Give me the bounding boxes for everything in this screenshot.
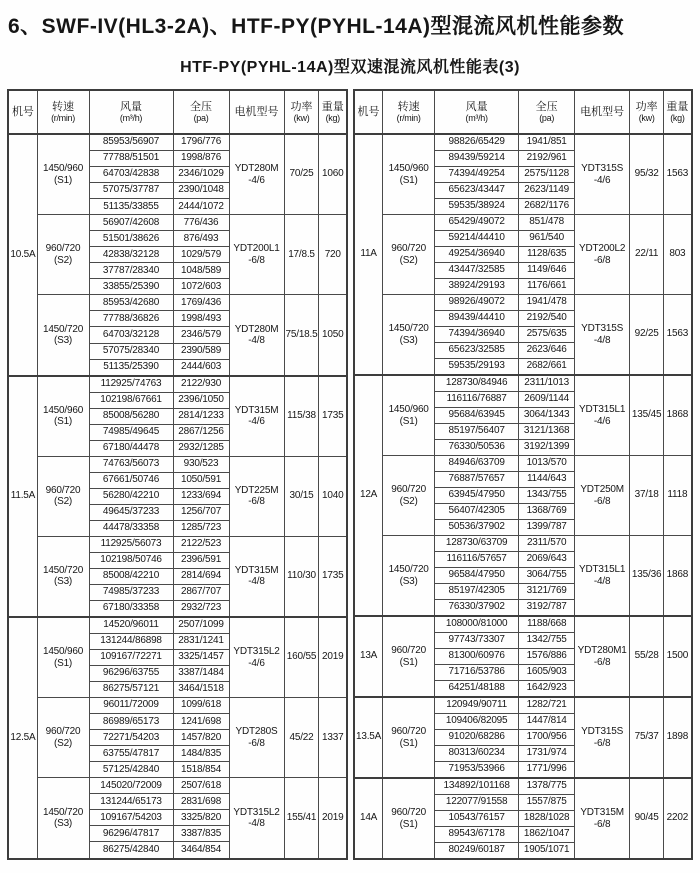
pressure-cell: 961/540: [519, 231, 575, 247]
performance-table-right: [353, 89, 693, 860]
pressure-cell: 2346/579: [173, 327, 229, 343]
flow-cell: 77788/36826: [89, 311, 173, 327]
flow-cell: 71716/53786: [435, 665, 519, 681]
pressure-cell: 1862/1047: [519, 827, 575, 843]
col-header-flow: 风量 (m³/h): [435, 90, 519, 134]
power-cell: 70/25: [284, 134, 319, 215]
motor-model-cell: YDT315L2 -4/8: [229, 778, 284, 859]
pressure-cell: 3387/835: [173, 826, 229, 842]
speed-cell: 1450/960 (S1): [37, 617, 89, 698]
motor-model-cell: YDT315S -4/6: [575, 134, 630, 215]
flow-cell: 108000/81000: [435, 616, 519, 633]
pressure-cell: 2192/540: [519, 311, 575, 327]
power-cell: 55/28: [630, 616, 664, 697]
pressure-cell: 1828/1028: [519, 811, 575, 827]
pressure-cell: 2831/698: [173, 794, 229, 810]
col-header-speed: 转速 (r/min): [383, 90, 435, 134]
pressure-cell: 1048/589: [173, 263, 229, 279]
speed-cell: 1450/960 (S1): [383, 375, 435, 456]
model-cell: 13A: [354, 616, 383, 697]
model-cell: 11.5A: [8, 376, 37, 617]
col-header-model: 机号: [8, 90, 37, 134]
pressure-cell: 1285/723: [173, 520, 229, 536]
pressure-cell: 1905/1071: [519, 843, 575, 860]
col-header-flow: 风量 (m³/h): [89, 90, 173, 134]
flow-cell: 96011/72009: [89, 698, 173, 714]
speed-cell: 1450/960 (S1): [37, 134, 89, 215]
table-row: [354, 134, 692, 151]
pressure-cell: 1013/570: [519, 456, 575, 472]
pressure-cell: 1128/635: [519, 247, 575, 263]
pressure-cell: 876/493: [173, 231, 229, 247]
pressure-cell: 1256/707: [173, 504, 229, 520]
flow-cell: 91020/68286: [435, 730, 519, 746]
speed-cell: 960/720 (S2): [37, 215, 89, 295]
table-row: [354, 616, 692, 633]
flow-cell: 80313/60234: [435, 746, 519, 762]
table-row: [354, 295, 692, 311]
weight-cell: 1040: [319, 456, 347, 536]
flow-cell: 74763/56073: [89, 456, 173, 472]
flow-cell: 49645/37233: [89, 504, 173, 520]
speed-cell: 960/720 (S2): [37, 698, 89, 778]
flow-cell: 85197/56407: [435, 424, 519, 440]
pressure-cell: 2575/635: [519, 327, 575, 343]
speed-cell: 960/720 (S1): [383, 616, 435, 697]
motor-model-cell: YDT315S -6/8: [575, 697, 630, 778]
model-cell: 13.5A: [354, 697, 383, 778]
pressure-cell: 3464/1518: [173, 682, 229, 698]
weight-cell: 1500: [664, 616, 692, 697]
flow-cell: 65623/43447: [435, 183, 519, 199]
pressure-cell: 1029/579: [173, 247, 229, 263]
power-cell: 22/11: [630, 215, 664, 295]
pressure-cell: 2507/1099: [173, 617, 229, 634]
flow-cell: 67180/44478: [89, 440, 173, 456]
flow-cell: 80249/60187: [435, 843, 519, 860]
col-header-motor: 电机型号: [229, 90, 284, 134]
table-subtitle: HTF-PY(PYHL-14A)型双速混流风机性能表(3): [180, 59, 520, 76]
pressure-cell: 3325/820: [173, 810, 229, 826]
power-cell: 155/41: [284, 778, 319, 859]
pressure-cell: 1399/787: [519, 520, 575, 536]
pressure-cell: 2623/1149: [519, 183, 575, 199]
pressure-cell: 2814/694: [173, 568, 229, 584]
table-row: [354, 536, 692, 552]
pressure-cell: 930/523: [173, 456, 229, 472]
weight-cell: 720: [319, 215, 347, 295]
flow-cell: 109167/72271: [89, 650, 173, 666]
flow-cell: 56280/42210: [89, 488, 173, 504]
col-header-pressure: 全压 (pa): [519, 90, 575, 134]
table-row: [8, 295, 347, 311]
col-header-weight: 重量 (kg): [319, 90, 347, 134]
weight-cell: 1118: [664, 456, 692, 536]
speed-cell: 960/720 (S2): [37, 456, 89, 536]
flow-cell: 76330/37902: [435, 600, 519, 617]
pressure-cell: 851/478: [519, 215, 575, 231]
col-header-power: 功率 (kw): [284, 90, 319, 134]
pressure-cell: 1233/694: [173, 488, 229, 504]
motor-model-cell: YDT250M -6/8: [575, 456, 630, 536]
weight-cell: 1868: [664, 375, 692, 456]
pressure-cell: 1457/820: [173, 730, 229, 746]
pressure-cell: 1050/591: [173, 472, 229, 488]
flow-cell: 76887/57657: [435, 472, 519, 488]
flow-cell: 64703/42838: [89, 167, 173, 183]
power-cell: 115/38: [284, 376, 319, 457]
flow-cell: 112925/74763: [89, 376, 173, 393]
speed-cell: 960/720 (S1): [383, 778, 435, 859]
flow-cell: 76330/50536: [435, 440, 519, 456]
pressure-cell: 1642/923: [519, 681, 575, 698]
flow-cell: 74394/49254: [435, 167, 519, 183]
pressure-cell: 2069/643: [519, 552, 575, 568]
pressure-cell: 1796/776: [173, 134, 229, 151]
pressure-cell: 2867/707: [173, 584, 229, 600]
table-row: [8, 456, 347, 472]
pressure-cell: 3192/1399: [519, 440, 575, 456]
pressure-cell: 1484/835: [173, 746, 229, 762]
weight-cell: 2202: [664, 778, 692, 859]
pressure-cell: 3387/1484: [173, 666, 229, 682]
flow-cell: 57075/37787: [89, 183, 173, 199]
pressure-cell: 2814/1233: [173, 408, 229, 424]
table-header-row: [8, 90, 347, 134]
flow-cell: 64703/32128: [89, 327, 173, 343]
table-row: [354, 456, 692, 472]
flow-cell: 81300/60976: [435, 649, 519, 665]
flow-cell: 77788/51501: [89, 151, 173, 167]
model-cell: 10.5A: [8, 134, 37, 375]
pressure-cell: 2444/1072: [173, 199, 229, 215]
flow-cell: 84946/63709: [435, 456, 519, 472]
flow-cell: 74394/36940: [435, 327, 519, 343]
flow-cell: 56907/42608: [89, 215, 173, 231]
pressure-cell: 3192/787: [519, 600, 575, 617]
pressure-cell: 2346/1029: [173, 167, 229, 183]
table-row: [8, 617, 347, 634]
pressure-cell: 1342/755: [519, 633, 575, 649]
power-cell: 110/30: [284, 536, 319, 617]
speed-cell: 1450/960 (S1): [383, 134, 435, 215]
table-row: [8, 376, 347, 393]
flow-cell: 128730/84946: [435, 375, 519, 392]
flow-cell: 85008/42210: [89, 568, 173, 584]
pressure-cell: 2831/1241: [173, 634, 229, 650]
pressure-cell: 1282/721: [519, 697, 575, 714]
power-cell: 30/15: [284, 456, 319, 536]
speed-cell: 1450/720 (S3): [37, 778, 89, 859]
table-header-row: [354, 90, 692, 134]
col-header-model: 机号: [354, 90, 383, 134]
pressure-cell: 3325/1457: [173, 650, 229, 666]
pressure-cell: 1176/661: [519, 279, 575, 295]
flow-cell: 89439/59214: [435, 151, 519, 167]
col-header-motor: 电机型号: [575, 90, 630, 134]
pressure-cell: 1368/769: [519, 504, 575, 520]
pressure-cell: 3121/769: [519, 584, 575, 600]
weight-cell: 1735: [319, 536, 347, 617]
speed-cell: 1450/720 (S3): [37, 536, 89, 617]
flow-cell: 63755/47817: [89, 746, 173, 762]
flow-cell: 10543/76157: [435, 811, 519, 827]
motor-model-cell: YDT200L1 -6/8: [229, 215, 284, 295]
pressure-cell: 2867/1256: [173, 424, 229, 440]
weight-cell: 1868: [664, 536, 692, 617]
pressure-cell: 1188/668: [519, 616, 575, 633]
motor-model-cell: YDT280M -4/8: [229, 295, 284, 376]
power-cell: 17/8.5: [284, 215, 319, 295]
flow-cell: 145020/72009: [89, 778, 173, 794]
pressure-cell: 2575/1128: [519, 167, 575, 183]
flow-cell: 97743/73307: [435, 633, 519, 649]
flow-cell: 122077/91558: [435, 795, 519, 811]
flow-cell: 102198/50746: [89, 552, 173, 568]
motor-model-cell: YDT200L2 -6/8: [575, 215, 630, 295]
pressure-cell: 1998/876: [173, 151, 229, 167]
speed-cell: 960/720 (S1): [383, 697, 435, 778]
flow-cell: 89543/67178: [435, 827, 519, 843]
pressure-cell: 1149/646: [519, 263, 575, 279]
flow-cell: 95684/63945: [435, 408, 519, 424]
flow-cell: 116116/76887: [435, 392, 519, 408]
pressure-cell: 2122/930: [173, 376, 229, 393]
table-row: [354, 215, 692, 231]
pressure-cell: 3064/755: [519, 568, 575, 584]
pressure-cell: 1343/755: [519, 488, 575, 504]
page-title: 6、SWF-IV(HL3-2A)、HTF-PY(PYHL-14A)型混流风机性能参数: [8, 15, 625, 38]
weight-cell: 1060: [319, 134, 347, 215]
pressure-cell: 2311/570: [519, 536, 575, 552]
pressure-cell: 1771/996: [519, 762, 575, 779]
pressure-cell: 1072/603: [173, 279, 229, 295]
pressure-cell: 1447/814: [519, 714, 575, 730]
speed-cell: 960/720 (S2): [383, 456, 435, 536]
pressure-cell: 1769/436: [173, 295, 229, 311]
flow-cell: 85008/56280: [89, 408, 173, 424]
flow-cell: 112925/56073: [89, 536, 173, 552]
flow-cell: 59535/29193: [435, 359, 519, 376]
flow-cell: 85953/42680: [89, 295, 173, 311]
flow-cell: 63945/47950: [435, 488, 519, 504]
pressure-cell: 2507/618: [173, 778, 229, 794]
pressure-cell: 1241/698: [173, 714, 229, 730]
flow-cell: 85953/56907: [89, 134, 173, 151]
weight-cell: 2019: [319, 617, 347, 698]
col-header-power: 功率 (kw): [630, 90, 664, 134]
flow-cell: 89439/44410: [435, 311, 519, 327]
motor-model-cell: YDT315S -4/8: [575, 295, 630, 376]
pressure-cell: 2390/1048: [173, 183, 229, 199]
power-cell: 90/45: [630, 778, 664, 859]
col-header-weight: 重量 (kg): [664, 90, 692, 134]
flow-cell: 134892/101168: [435, 778, 519, 795]
pressure-cell: 1144/643: [519, 472, 575, 488]
performance-table-left: [7, 89, 348, 860]
flow-cell: 51135/33855: [89, 199, 173, 215]
power-cell: 75/18.5: [284, 295, 319, 376]
pressure-cell: 1941/851: [519, 134, 575, 151]
flow-cell: 98926/49072: [435, 295, 519, 311]
table-row: [354, 697, 692, 714]
speed-cell: 1450/720 (S3): [37, 295, 89, 376]
pressure-cell: 1576/886: [519, 649, 575, 665]
flow-cell: 131244/65173: [89, 794, 173, 810]
model-cell: 11A: [354, 134, 383, 375]
flow-cell: 44478/33358: [89, 520, 173, 536]
flow-cell: 64251/48188: [435, 681, 519, 698]
pressure-cell: 1700/956: [519, 730, 575, 746]
flow-cell: 86275/42840: [89, 842, 173, 859]
pressure-cell: 1557/875: [519, 795, 575, 811]
motor-model-cell: YDT315L1 -4/6: [575, 375, 630, 456]
power-cell: 37/18: [630, 456, 664, 536]
flow-cell: 85197/42305: [435, 584, 519, 600]
flow-cell: 59535/38924: [435, 199, 519, 215]
flow-cell: 96296/63755: [89, 666, 173, 682]
model-cell: 14A: [354, 778, 383, 859]
power-cell: 135/36: [630, 536, 664, 617]
flow-cell: 67661/50746: [89, 472, 173, 488]
flow-cell: 43447/32585: [435, 263, 519, 279]
motor-model-cell: YDT315M -4/6: [229, 376, 284, 457]
flow-cell: 67180/33358: [89, 601, 173, 618]
power-cell: 92/25: [630, 295, 664, 376]
pressure-cell: 2444/603: [173, 359, 229, 376]
flow-cell: 65623/32585: [435, 343, 519, 359]
pressure-cell: 3464/854: [173, 842, 229, 859]
flow-cell: 109406/82095: [435, 714, 519, 730]
flow-cell: 128730/63709: [435, 536, 519, 552]
pressure-cell: 2623/646: [519, 343, 575, 359]
table-row: [8, 778, 347, 794]
pressure-cell: 2682/661: [519, 359, 575, 376]
pressure-cell: 2396/1050: [173, 392, 229, 408]
weight-cell: 2019: [319, 778, 347, 859]
flow-cell: 49254/36940: [435, 247, 519, 263]
flow-cell: 86275/57121: [89, 682, 173, 698]
motor-model-cell: YDT280M -4/6: [229, 134, 284, 215]
col-header-speed: 转速 (r/min): [37, 90, 89, 134]
pressure-cell: 776/436: [173, 215, 229, 231]
pressure-cell: 2932/1285: [173, 440, 229, 456]
flow-cell: 96584/47950: [435, 568, 519, 584]
pressure-cell: 2390/589: [173, 343, 229, 359]
weight-cell: 1563: [664, 134, 692, 215]
weight-cell: 1735: [319, 376, 347, 457]
flow-cell: 33855/25390: [89, 279, 173, 295]
power-cell: 75/37: [630, 697, 664, 778]
table-row: [8, 134, 347, 151]
pressure-cell: 1605/903: [519, 665, 575, 681]
flow-cell: 42838/32128: [89, 247, 173, 263]
pressure-cell: 2682/1176: [519, 199, 575, 215]
weight-cell: 803: [664, 215, 692, 295]
flow-cell: 86989/65173: [89, 714, 173, 730]
motor-model-cell: YDT280M1 -6/8: [575, 616, 630, 697]
motor-model-cell: YDT280S -6/8: [229, 698, 284, 778]
pressure-cell: 1378/775: [519, 778, 575, 795]
pressure-cell: 2192/961: [519, 151, 575, 167]
flow-cell: 116116/57657: [435, 552, 519, 568]
pressure-cell: 2122/523: [173, 536, 229, 552]
col-header-pressure: 全压 (pa): [173, 90, 229, 134]
power-cell: 95/32: [630, 134, 664, 215]
pressure-cell: 1731/974: [519, 746, 575, 762]
motor-model-cell: YDT315M -4/8: [229, 536, 284, 617]
model-cell: 12.5A: [8, 617, 37, 859]
flow-cell: 74985/37233: [89, 584, 173, 600]
table-row: [8, 698, 347, 714]
motor-model-cell: YDT315M -6/8: [575, 778, 630, 859]
motor-model-cell: YDT225M -6/8: [229, 456, 284, 536]
flow-cell: 72271/54203: [89, 730, 173, 746]
flow-cell: 131244/86898: [89, 634, 173, 650]
flow-cell: 57075/28340: [89, 343, 173, 359]
table-row: [8, 215, 347, 231]
flow-cell: 57125/42840: [89, 762, 173, 778]
speed-cell: 1450/960 (S1): [37, 376, 89, 457]
motor-model-cell: YDT315L1 -4/8: [575, 536, 630, 617]
flow-cell: 96296/47817: [89, 826, 173, 842]
table-row: [354, 778, 692, 795]
power-cell: 160/55: [284, 617, 319, 698]
flow-cell: 102198/67661: [89, 392, 173, 408]
weight-cell: 1050: [319, 295, 347, 376]
performance-table-container: [6, 89, 694, 860]
pressure-cell: 1998/493: [173, 311, 229, 327]
pressure-cell: 2311/1013: [519, 375, 575, 392]
pressure-cell: 2396/591: [173, 552, 229, 568]
speed-cell: 1450/720 (S3): [383, 536, 435, 617]
flow-cell: 14520/96011: [89, 617, 173, 634]
motor-model-cell: YDT315L2 -4/6: [229, 617, 284, 698]
table-row: [354, 375, 692, 392]
flow-cell: 37787/28340: [89, 263, 173, 279]
flow-cell: 38924/29193: [435, 279, 519, 295]
speed-cell: 1450/720 (S3): [383, 295, 435, 376]
table-row: [8, 536, 347, 552]
flow-cell: 74985/49645: [89, 424, 173, 440]
weight-cell: 1898: [664, 697, 692, 778]
flow-cell: 109167/54203: [89, 810, 173, 826]
flow-cell: 56407/42305: [435, 504, 519, 520]
flow-cell: 51501/38626: [89, 231, 173, 247]
flow-cell: 71953/53966: [435, 762, 519, 779]
weight-cell: 1563: [664, 295, 692, 376]
model-cell: 12A: [354, 375, 383, 616]
flow-cell: 51135/25390: [89, 359, 173, 376]
flow-cell: 65429/49072: [435, 215, 519, 231]
pressure-cell: 3121/1368: [519, 424, 575, 440]
pressure-cell: 3064/1343: [519, 408, 575, 424]
speed-cell: 960/720 (S2): [383, 215, 435, 295]
power-cell: 135/45: [630, 375, 664, 456]
pressure-cell: 2609/1144: [519, 392, 575, 408]
pressure-cell: 2932/723: [173, 601, 229, 618]
flow-cell: 120949/90711: [435, 697, 519, 714]
pressure-cell: 1941/478: [519, 295, 575, 311]
pressure-cell: 1099/618: [173, 698, 229, 714]
weight-cell: 1337: [319, 698, 347, 778]
power-cell: 45/22: [284, 698, 319, 778]
flow-cell: 98826/65429: [435, 134, 519, 151]
flow-cell: 50536/37902: [435, 520, 519, 536]
flow-cell: 59214/44410: [435, 231, 519, 247]
pressure-cell: 1518/854: [173, 762, 229, 778]
